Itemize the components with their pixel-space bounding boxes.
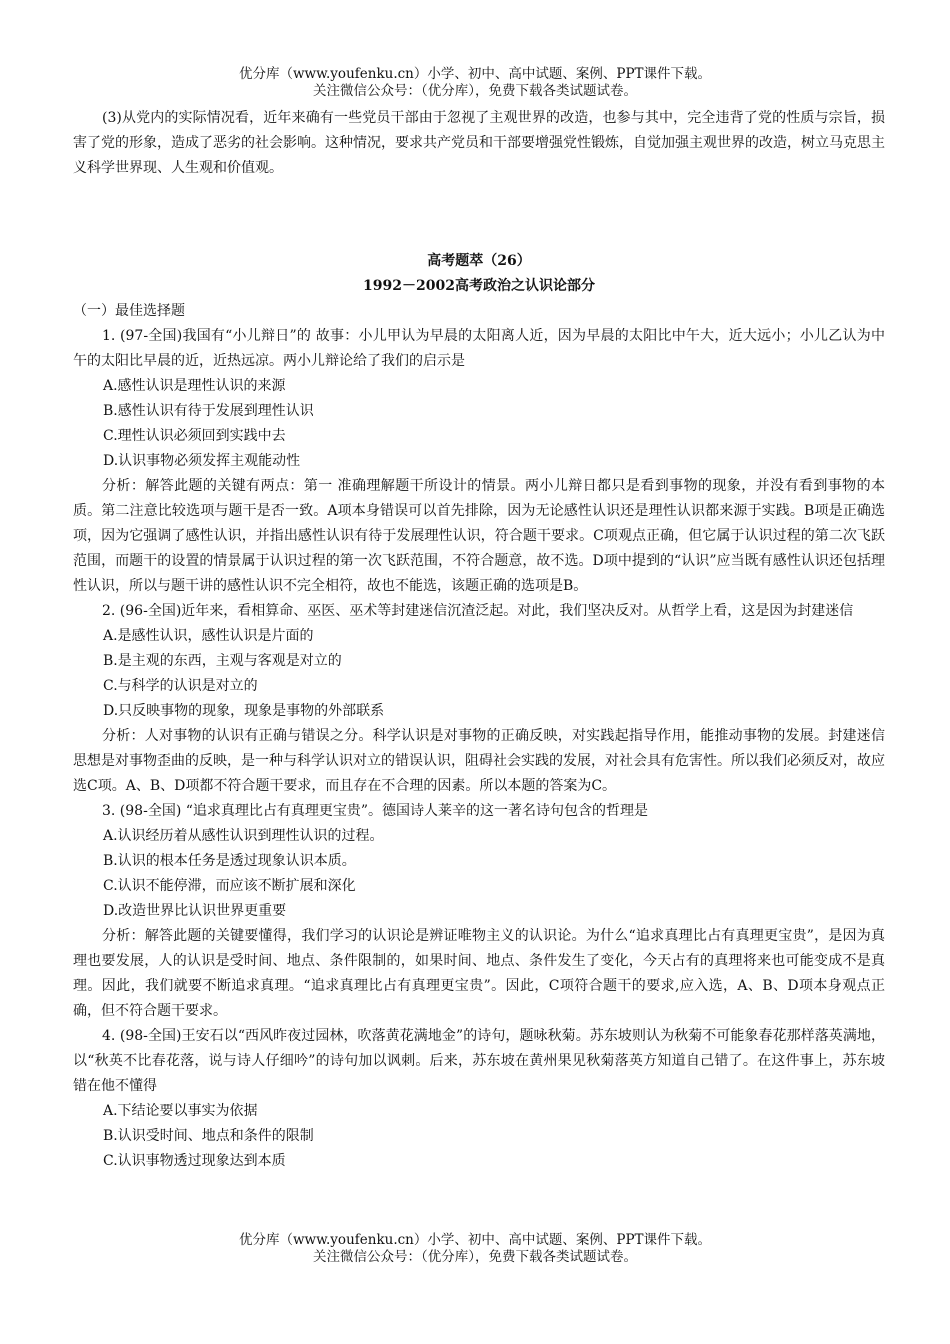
option-c: C.与科学的认识是对立的	[103, 678, 258, 694]
option-c: C.认识不能停滞，而应该不断扩展和深化	[103, 878, 356, 894]
option-b: B.是主观的东西，主观与客观是对立的	[103, 653, 342, 669]
option-b: B.认识的根本任务是透过现象认识本质。	[103, 853, 356, 869]
section-subtitle: 1992－2002高考政治之认识论部分	[363, 278, 595, 294]
footer-line-1: 优分库（www.youfenku.cn）小学、初中、高中试题、案例、PPT课件下载。	[238, 1232, 712, 1248]
question-type-label: （一）最佳选择题	[73, 303, 185, 319]
analysis-paragraph: 分析：解答此题的关键有两点：第一 准确理解题干所设计的情景。两小儿辩日都只是看到事物的现象，并没有看到事物的本质。第二注意比较选项与题干是否一致。A项本身错误可以首先排除，因为无论感性认识还是理性认识都来源于实践。B项是正确选项，因为它强调了感性认识，并指出感性认识有待于发展理性认识，符合题干要求。C项观点正确，但它属于认识过程的第二次飞跃范围，而题干的设置的情景属于认识过程的第一次飞跃范围，不符合题意，故不选。D项中提到的“认识”应当既有感性认识还包括理性认识，所以与题干讲的感性认识不完全相符，故也不能选，该题正确的选项是B。	[73, 478, 885, 594]
section-gap	[73, 181, 885, 243]
option-d: D.只反映事物的现象，现象是事物的外部联系	[103, 703, 385, 719]
question-stem: 4. (98-全国)王安石以“西风昨夜过园林，吹落黄花满地金”的诗句，题咏秋菊。苏东坡则认为秋菊不可能象春花那样落英满地，以“秋英不比春花落，说与诗人仔细吟”的诗句加以讽刺。后来，苏东坡在黄州果见秋菊落英方知道自己错了。在这件事上，苏东坡错在他不懂得	[73, 1028, 885, 1094]
question-stem: 3. (98-全国) “追求真理比占有真理更宝贵”。德国诗人莱辛的这一著名诗句包含的哲理是	[102, 803, 649, 819]
option-a: A.下结论要以事实为依据	[103, 1103, 258, 1119]
analysis-paragraph: 分析：人对事物的认识有正确与错误之分。科学认识是对事物的正确反映，对实践起指导作用，能推动事物的发展。封建迷信思想是对事物歪曲的反映，是一种与科学认识对立的错误认识，阻碍社会实践的发展，对社会具有危害性。所以我们必须反对，故应选C项。A、B、D项都不符合题干要求，而且存在不合理的因素。所以本题的答案为C。	[73, 728, 885, 794]
footer-line-2: 关注微信公众号：（优分库），免费下载各类试题试卷。	[313, 1249, 637, 1265]
option-b: B.感性认识有待于发展到理性认识	[103, 403, 314, 419]
question-stem: 2. (96-全国)近年来，看相算命、巫医、巫术等封建迷信沉渣泛起。对此，我们坚决反对。从哲学上看，这是因为封建迷信	[102, 603, 854, 619]
option-a: A.感性认识是理性认识的来源	[103, 378, 286, 394]
intro-paragraph: (3)从党内的实际情况看，近年来确有一些党员干部由于忽视了主观世界的改造，也参与其中，完全违背了党的性质与宗旨，损害了党的形象，造成了恶劣的社会影响。这种情况，要求共产党员和干部要增强党性锻炼，自觉加强主观世界的改造，树立马克思主义科学世界现、人生观和价值观。	[73, 110, 885, 176]
option-d: D.认识事物必须发挥主观能动性	[103, 453, 301, 469]
option-a: A.认识经历着从感性认识到理性认识的过程。	[103, 828, 384, 844]
header-line-2: 关注微信公众号：（优分库），免费下载各类试题试卷。	[313, 83, 637, 99]
document-body	[73, 106, 885, 1174]
option-d: D.改造世界比认识世界更重要	[103, 903, 287, 919]
page-header	[0, 66, 950, 100]
option-b: B.认识受时间、地点和条件的限制	[103, 1128, 314, 1144]
option-c: C.理性认识必须回到实践中去	[103, 428, 286, 444]
header-line-1: 优分库（www.youfenku.cn）小学、初中、高中试题、案例、PPT课件下载。	[238, 66, 712, 82]
option-c: C.认识事物透过现象达到本质	[103, 1153, 286, 1169]
question-stem: 1. (97-全国)我国有“小儿辩日”的 故事：小儿甲认为早晨的太阳离人近，因为早晨的太阳比中午大，近大远小；小儿乙认为中午的太阳比早晨的近，近热远凉。两小儿辩论给了我们的启示是	[73, 328, 885, 369]
section-title: 高考题萃（26）	[427, 253, 531, 269]
page-footer	[0, 1232, 950, 1266]
option-a: A.是感性认识，感性认识是片面的	[103, 628, 314, 644]
analysis-paragraph: 分析：解答此题的关键要懂得，我们学习的认识论是辨证唯物主义的认识论。为什么“追求真理比占有真理更宝贵”，是因为真理也要发展，人的认识是受时间、地点、条件限制的，如果时间、地点、条件发生了变化，今天占有的真理将来也可能变成不是真理。因此，我们就要不断追求真理。“追求真理比占有真理更宝贵”。因此，C项符合题干的要求,应入选，A、B、D项本身观点正确，但不符合题干要求。	[73, 928, 885, 1019]
